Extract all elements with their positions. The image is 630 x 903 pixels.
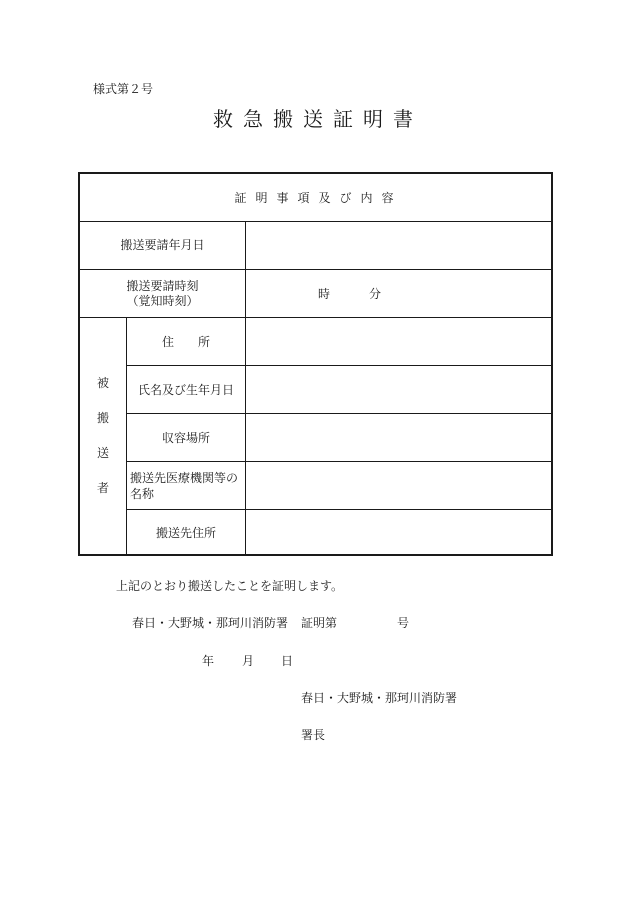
destination-address-row xyxy=(127,510,551,554)
request-time-label-main: 搬送要請時刻 xyxy=(126,278,199,293)
destination-name-label: 搬送先医療機関等の名称 xyxy=(127,462,246,509)
address-row xyxy=(127,318,551,366)
certificate-table xyxy=(78,172,553,556)
request-time-row xyxy=(80,270,551,318)
side-char: 送 xyxy=(96,446,109,460)
address-label: 住 所 xyxy=(127,318,246,365)
request-time-label-sub: （覚知時刻） xyxy=(126,293,199,308)
request-date-label: 搬送要請年月日 xyxy=(80,222,246,269)
month-label: 月 xyxy=(242,654,255,668)
transported-person-label xyxy=(80,318,127,554)
signature-org: 春日・大野城・那珂川消防署 xyxy=(301,691,458,705)
destination-address-label: 搬送先住所 xyxy=(127,510,246,554)
table-header-row xyxy=(80,174,551,222)
page-title: 救急搬送証明書 xyxy=(213,107,423,131)
side-char: 者 xyxy=(96,481,109,495)
destination-name-row xyxy=(127,462,551,510)
request-date-field[interactable] xyxy=(246,222,551,269)
request-time-field[interactable] xyxy=(246,270,551,317)
name-birth-label: 氏名及び生年月日 xyxy=(127,366,246,413)
request-time-label xyxy=(80,270,246,317)
certification-statement: 上記のとおり搬送したことを証明します。 xyxy=(116,579,344,593)
issue-date xyxy=(202,652,293,669)
pickup-place-field[interactable] xyxy=(246,414,551,461)
minute-label: 分 xyxy=(369,287,382,301)
table-header: 証明事項及び内容 xyxy=(234,191,403,205)
name-birth-field[interactable] xyxy=(246,366,551,413)
request-date-row xyxy=(80,222,551,270)
destination-address-field[interactable] xyxy=(246,510,551,554)
form-number: 様式第２号 xyxy=(93,82,154,96)
side-char: 搬 xyxy=(96,411,109,425)
issuer-line xyxy=(132,614,409,631)
issuer-office: 春日・大野城・那珂川消防署 xyxy=(132,616,289,630)
destination-name-field[interactable] xyxy=(246,462,551,509)
day-label: 日 xyxy=(281,654,294,668)
name-birth-row xyxy=(127,366,551,414)
cert-prefix: 証明第 xyxy=(301,616,338,630)
side-char: 被 xyxy=(96,376,109,390)
hour-label: 時 xyxy=(318,287,331,301)
address-field[interactable] xyxy=(246,318,551,365)
year-label: 年 xyxy=(202,654,215,668)
pickup-place-row xyxy=(127,414,551,462)
signature-title: 署長 xyxy=(301,728,326,742)
pickup-place-label: 収容場所 xyxy=(127,414,246,461)
cert-suffix: 号 xyxy=(397,616,410,630)
